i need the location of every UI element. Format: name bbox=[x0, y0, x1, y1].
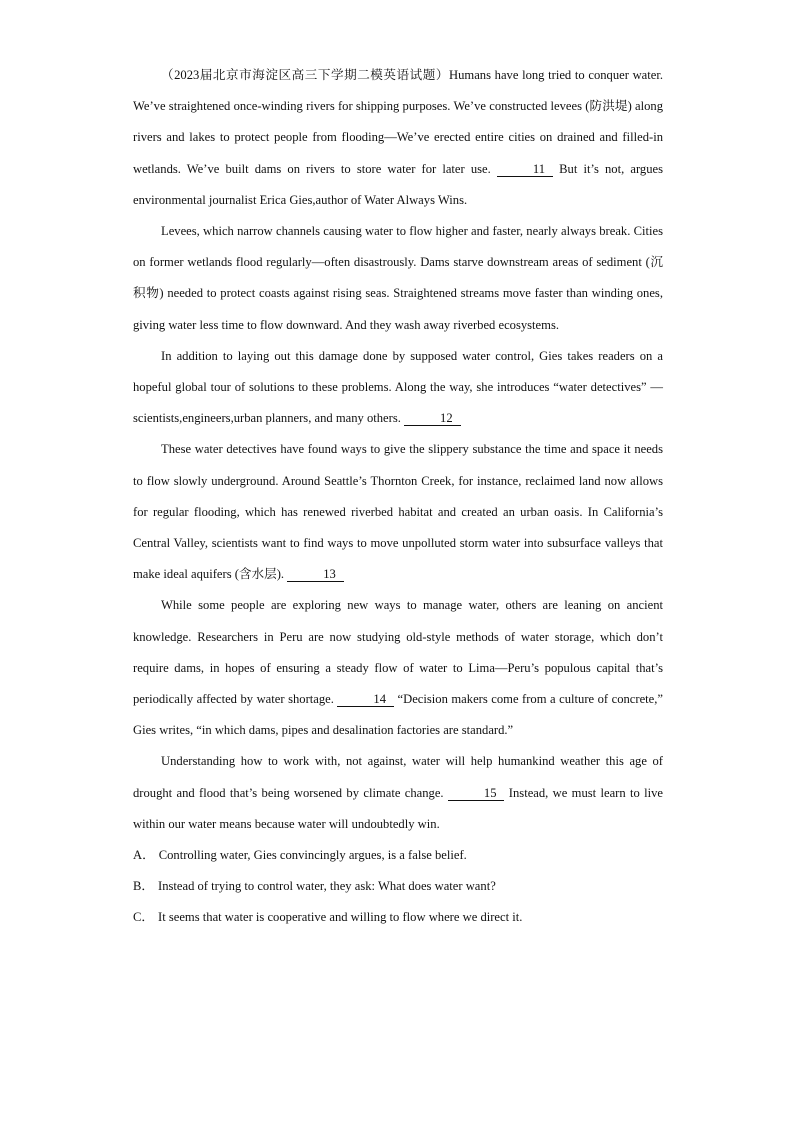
document-page bbox=[133, 60, 663, 934]
paragraph-3 bbox=[133, 341, 663, 435]
blank-12: 12 bbox=[404, 411, 461, 426]
paragraph-3-text-a: In addition to laying out this damage done by supposed water control, Gies takes readers on a hopeful global tour of solutions to these problems. Along the way, she introduces “water detectives” —scientists,engineers,urban planners, and many others. bbox=[133, 348, 663, 426]
option-a bbox=[133, 840, 663, 871]
paragraph-2 bbox=[133, 216, 663, 341]
paragraph-6 bbox=[133, 746, 663, 840]
option-b-letter: B． bbox=[133, 879, 154, 894]
blank-13: 13 bbox=[287, 567, 344, 582]
paragraph-1 bbox=[133, 60, 663, 216]
blank-14: 14 bbox=[337, 692, 394, 707]
paragraph-6-text-b: Instead, we must learn to live within our water means because water will undoubtedly win. bbox=[133, 785, 663, 831]
option-a-text: Controlling water, Gies convincingly argues, is a false belief. bbox=[158, 848, 467, 863]
paragraph-6-text-a: Understanding how to work with, not against, water will help humankind weather this age of drought and flood that’s being worsened by climate change. bbox=[133, 754, 663, 800]
paragraph-5-text-b: “Decision makers come from a culture of concrete,” Gies writes, “in which dams, pipes and desalination factories are standard.” bbox=[133, 692, 664, 738]
source-citation: （2023届北京市海淀区高三下学期二模英语试题） bbox=[161, 68, 449, 82]
blank-15: 15 bbox=[448, 786, 505, 801]
paragraph-5 bbox=[133, 590, 663, 746]
option-b-text: Instead of trying to control water, they ask: What does water want? bbox=[158, 879, 496, 894]
option-b bbox=[133, 871, 663, 902]
paragraph-1-text-b: But it’s not, argues environmental journalist Erica Gies,author of Water Always Wins. bbox=[133, 161, 663, 207]
option-c-letter: C． bbox=[133, 910, 154, 925]
option-c bbox=[133, 902, 663, 933]
paragraph-5-text-a: While some people are exploring new ways to manage water, others are leaning on ancient knowledge. Researchers in Peru are now studying old-style methods of water storage, which don’t require dams, in hopes of ensuring a steady flow of water to Lima—Peru’s populous capital that’s periodically affected by water shortage. bbox=[133, 598, 663, 707]
blank-11: 11 bbox=[497, 162, 553, 177]
paragraph-2-text: Levees, which narrow channels causing water to flow higher and faster, nearly always break. Cities on former wetlands flood regularly—often disastrously. Dams starve downstream areas of sediment (沉积物) needed to protect coasts against rising seas. Straightened streams move faster than winding ones, giving water less time to flow downward. And they wash away riverbed ecosystems. bbox=[133, 224, 663, 332]
option-c-text: It seems that water is cooperative and willing to flow where we direct it. bbox=[158, 910, 523, 925]
paragraph-1-text-a: Humans have long tried to conquer water. We’ve straightened once-winding rivers for shipping purposes. We’ve constructed levees (防洪堤) along rivers and lakes to protect people from flooding—We’ve erected entire cities on drained and filled-in wetlands. We’ve built dams on rivers to store water for later use. bbox=[133, 68, 664, 176]
paragraph-4-text-a: These water detectives have found ways to give the slippery substance the time and space it needs to flow slowly underground. Around Seattle’s Thornton Creek, for instance, reclaimed land now allows for regular flooding, which has renewed riverbed habitat and created an urban oasis. In California’s Central Valley, scientists want to find ways to move unpolluted storm water into subsurface valleys that make ideal aquifers (含水层). bbox=[133, 442, 663, 582]
paragraph-4 bbox=[133, 434, 663, 590]
option-a-letter: A． bbox=[133, 848, 155, 863]
